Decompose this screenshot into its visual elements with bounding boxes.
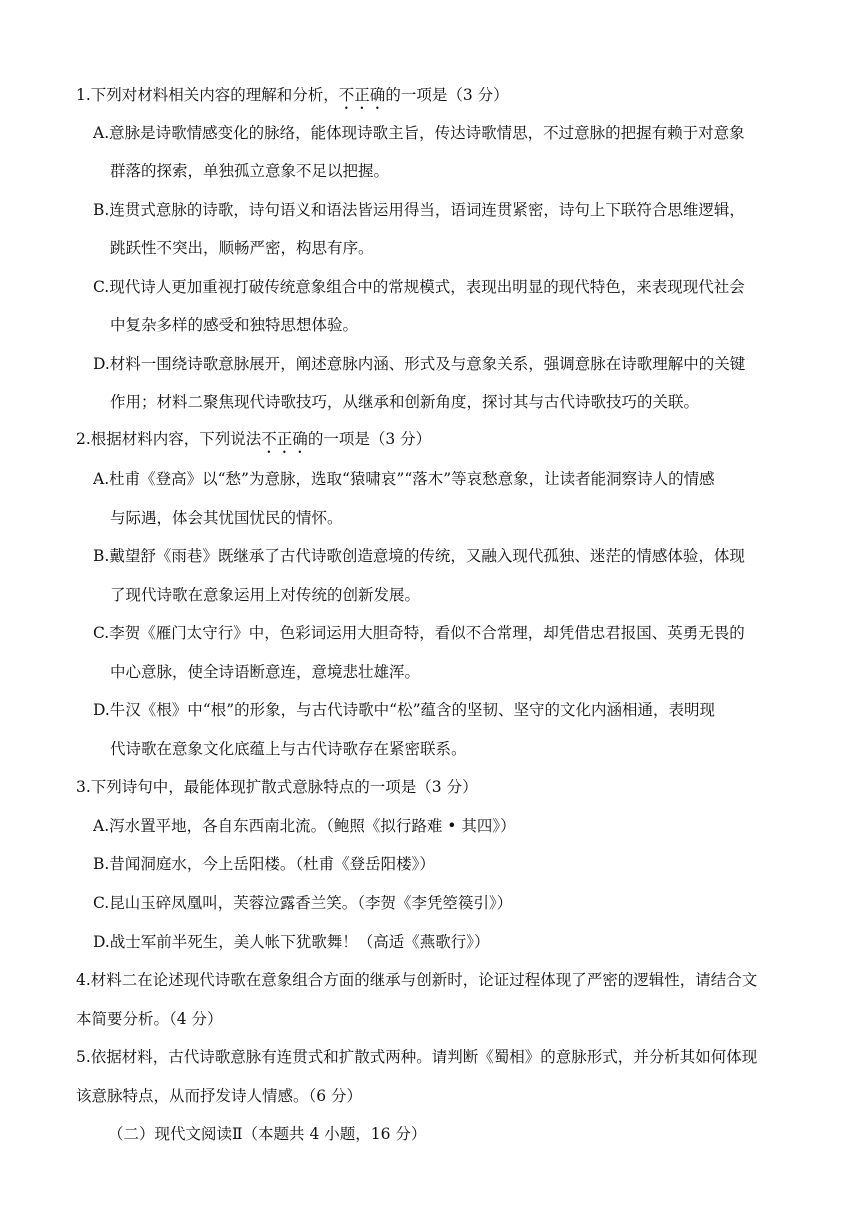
question-2-option-c-cont: 中心意脉，使全诗语断意连，意境悲壮雄浑。 (110, 663, 421, 681)
question-2-score: 的一项是（3 分） (307, 430, 432, 448)
question-1-option-b: B.连贯式意脉的诗歌，诗句语义和语法皆运用得当，语词连贯紧密，诗句上下联符合思维逻辑， (93, 201, 745, 219)
question-2-stem-text: 2.根据材料内容，下列说法 (76, 430, 262, 448)
question-3-option-a: A.泻水置平地，各自东西南北流。（鲍照《拟行路难 • 其四》） (93, 817, 516, 835)
emphasis-text: 不正确 (338, 86, 386, 104)
question-2-option-d: D.牛汉《根》中“根”的形象，与古代诗歌中“松”蕴含的坚韧、坚守的文化内涵相通，表明现 (93, 701, 716, 719)
question-1-option-d: D.材料一围绕诗歌意脉展开，阐述意脉内涵、形式及与意象关系，强调意脉在诗歌理解中的关键 (93, 355, 746, 373)
question-1-score: 的一项是（3 分） (385, 86, 509, 104)
question-3-option-c: C.昆山玉碎凤凰叫，芙蓉泣露香兰笑。（李贺《李凭箜篌引》） (93, 894, 513, 912)
question-3-stem: 3.下列诗句中，最能体现扩散式意脉特点的一项是（3 分） (76, 778, 478, 796)
question-3-option-d: D.战士军前半死生，美人帐下犹歌舞！（高适《燕歌行》） (93, 933, 490, 951)
question-4-stem: 4.材料二在论述现代诗歌在意象组合方面的继承与创新时，论证过程体现了严密的逻辑性，请结合文 (76, 971, 758, 989)
question-1-stem-text: 1.下列对材料相关内容的理解和分析， (76, 86, 339, 104)
question-2-option-c: C.李贺《雁门太守行》中，色彩词运用大胆奇特，看似不合常理，却凭借忠君报国、英勇无畏的 (93, 624, 745, 642)
question-2-option-b: B.戴望舒《雨巷》既继承了古代诗歌创造意境的传统，又融入现代孤独、迷茫的情感体验，体现 (93, 547, 745, 565)
question-1-option-c: C.现代诗人更加重视打破传统意象组合中的常规模式，表现出明显的现代特色，来表现现代社会 (93, 278, 745, 296)
question-4-stem-cont: 本简要分析。（4 分） (76, 1010, 223, 1028)
question-2-option-d-cont: 代诗歌在意象文化底蕴上与古代诗歌存在紧密联系。 (110, 740, 467, 758)
question-1-option-c-cont: 中复杂多样的感受和独特思想体验。 (110, 316, 359, 334)
question-1-stem (76, 84, 509, 113)
question-1-option-d-cont: 作用；材料二聚焦现代诗歌技巧，从继承和创新角度，探讨其与古代诗歌技巧的关联。 (110, 393, 700, 411)
question-2-option-b-cont: 了现代诗歌在意象运用上对传统的创新发展。 (110, 586, 421, 604)
question-1-option-a-cont: 群落的探索，单独孤立意象不足以把握。 (110, 162, 390, 180)
question-3-option-b: B.昔闻洞庭水，今上岳阳楼。（杜甫《登岳阳楼》） (93, 855, 435, 873)
question-2-stem (76, 428, 431, 457)
emphasis-text: 不正确 (261, 430, 308, 448)
question-5-stem-cont: 该意脉特点，从而抒发诗人情感。（6 分） (76, 1087, 363, 1105)
question-1-option-a: A.意脉是诗歌情感变化的脉络，能体现诗歌主旨，传达诗歌情思，不过意脉的把握有赖于对意象 (93, 124, 745, 142)
question-1-option-b-cont: 跳跃性不突出，顺畅严密，构思有序。 (110, 239, 374, 257)
question-2-option-a-cont: 与际遇，体会其忧国忧民的情怀。 (110, 509, 343, 527)
section-heading: （二）现代文阅读Ⅱ（本题共 4 小题，16 分） (108, 1125, 427, 1143)
question-5-stem: 5.依据材料，古代诗歌意脉有连贯式和扩散式两种。请判断《蜀相》的意脉形式，并分析其如何体现 (76, 1048, 758, 1066)
question-2-option-a: A.杜甫《登高》以“愁”为意脉，选取“猿啸哀”“落木”等哀愁意象，让读者能洞察诗人的情感 (93, 470, 715, 488)
